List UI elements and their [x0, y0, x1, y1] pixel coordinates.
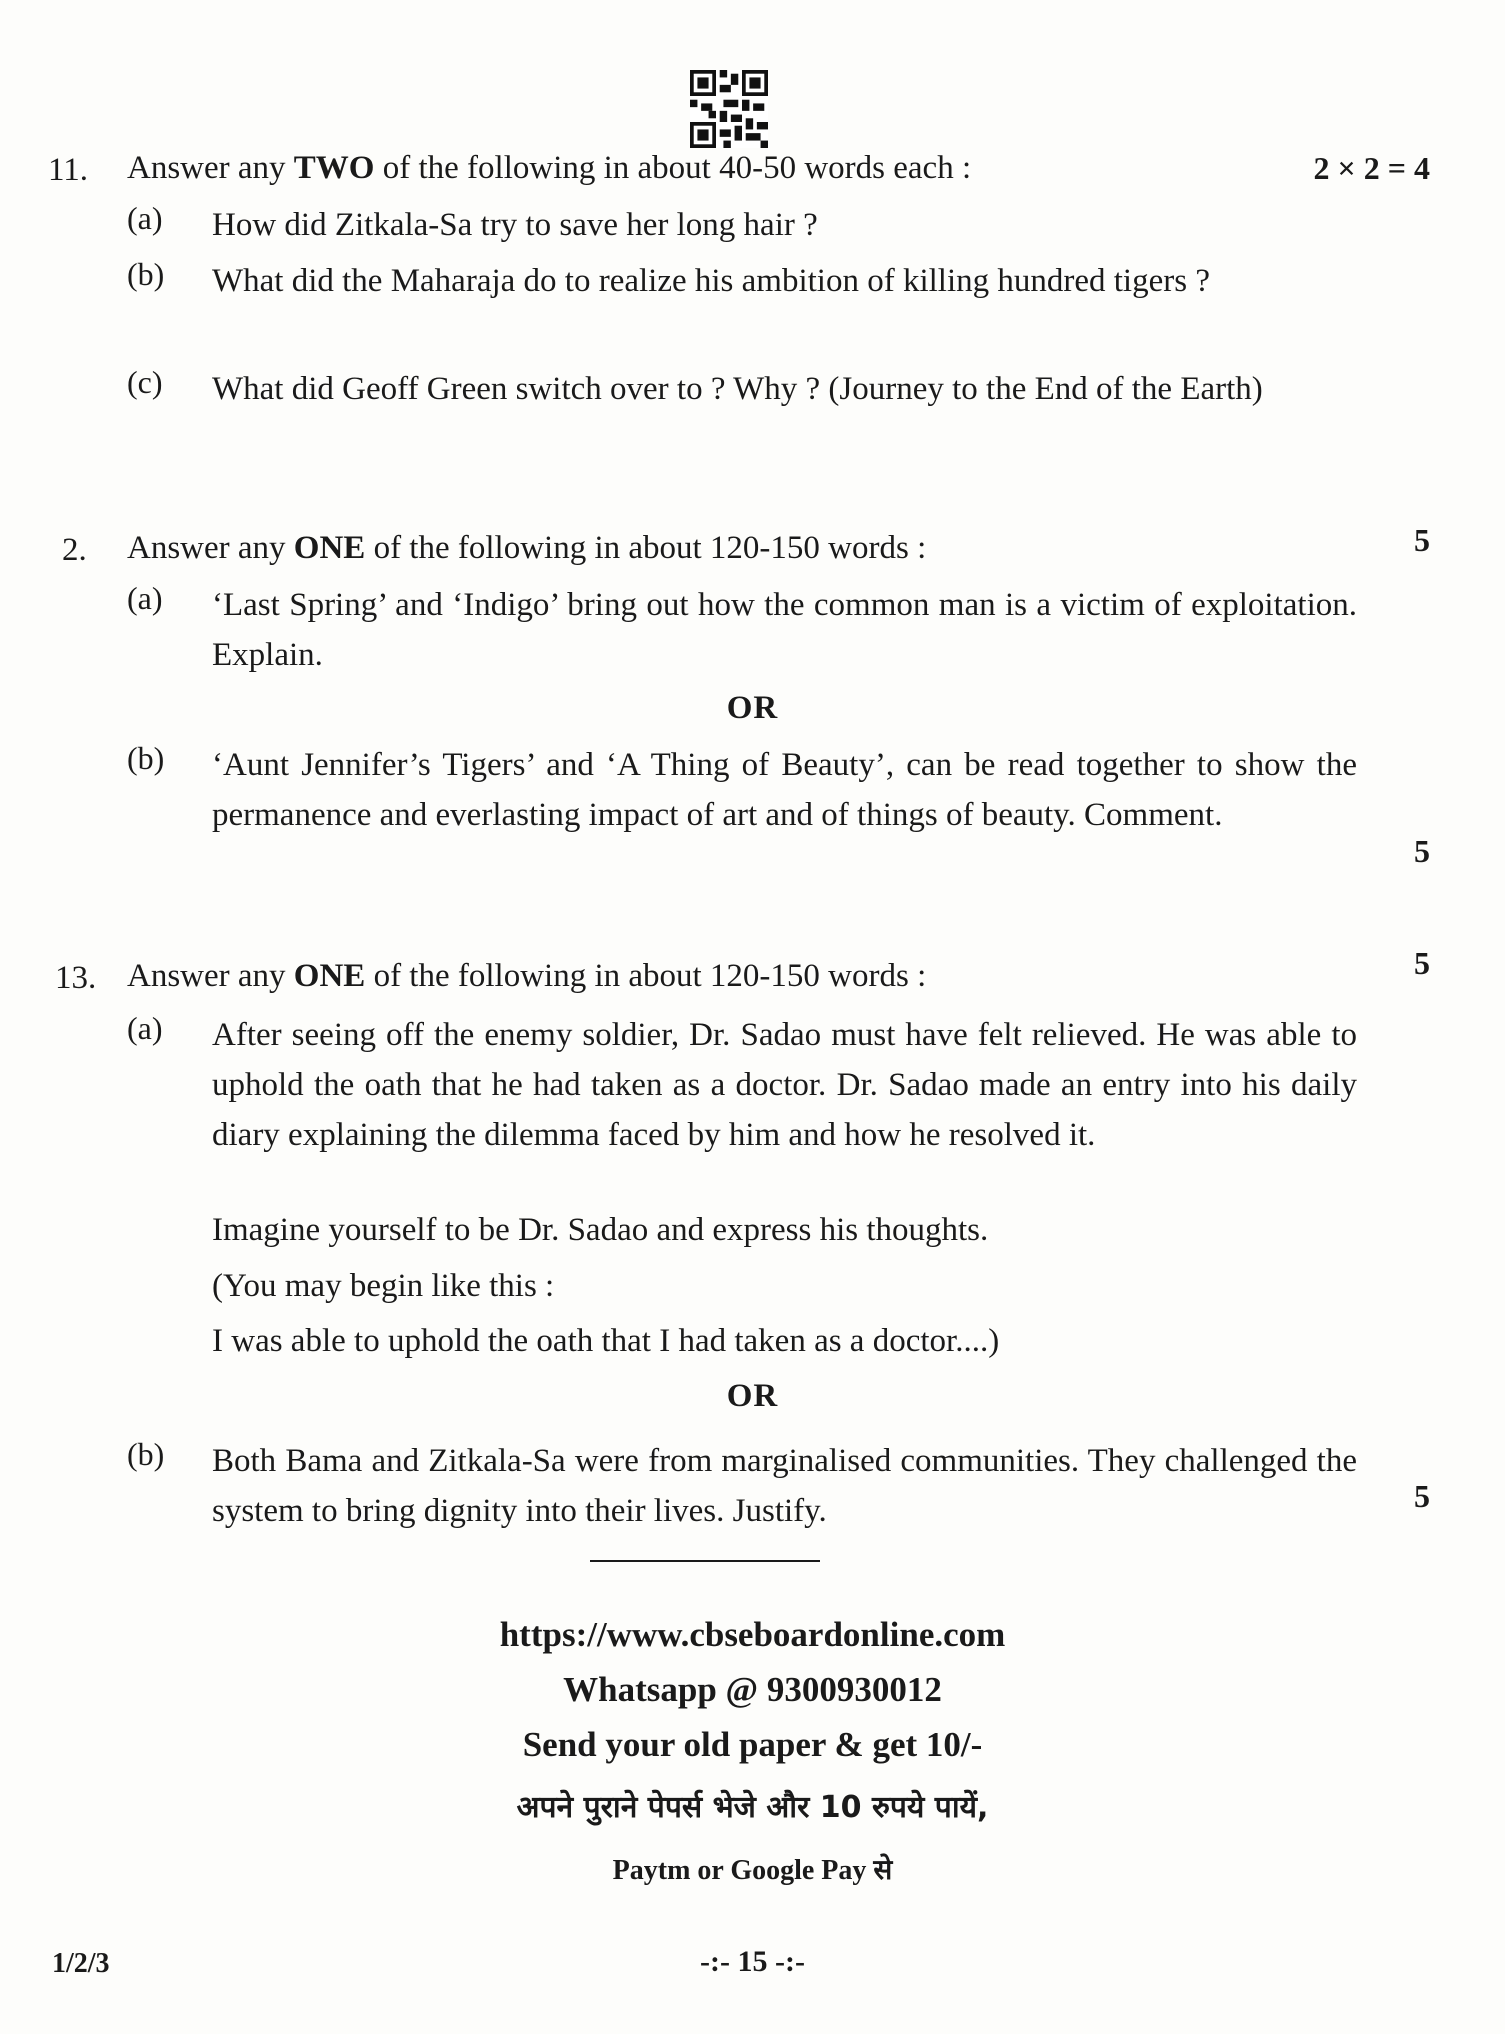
- part-label: (b): [127, 256, 165, 292]
- part-text: After seeing off the enemy soldier, Dr. Sadao must have felt relieved. He was able to uphold the oath that he had taken as a doctor. Dr. Sadao made an entry into his daily diary explaining the dilemma faced by him and how he resolved it.: [212, 1017, 1357, 1153]
- part-text: ‘Last Spring’ and ‘Indigo’ bring out how the common man is a victim of exploitation. Explain.: [212, 587, 1357, 673]
- instruction-line: (You may begin like this :: [212, 1268, 555, 1304]
- end-rule: [590, 1560, 820, 1562]
- part-label: (a): [127, 200, 163, 236]
- question-number: 2.: [62, 532, 87, 568]
- question-number: 11.: [48, 152, 89, 188]
- instruction-line: Imagine yourself to be Dr. Sadao and express his thoughts.: [212, 1212, 989, 1248]
- question-instruction: Answer any ONE of the following in about 120-150 words :: [127, 530, 927, 566]
- part-text: What did the Maharaja do to realize his ambition of killing hundred tigers ?: [212, 263, 1210, 299]
- promo-payment: Paytm or Google Pay से: [612, 1855, 893, 1886]
- part-label: (b): [127, 740, 165, 776]
- question-instruction: Answer any TWO of the following in about 40-50 words each :: [127, 150, 972, 186]
- part-label: (a): [127, 1010, 163, 1046]
- part-text: How did Zitkala-Sa try to save her long hair ?: [212, 207, 818, 243]
- question-marks: 5: [1414, 945, 1430, 981]
- or-divider: OR: [726, 690, 779, 726]
- part-label: (c): [127, 364, 163, 400]
- promo-offer: Send your old paper & get 10/-: [522, 1725, 983, 1764]
- promo-whatsapp: Whatsapp @ 9300930012: [563, 1670, 942, 1709]
- question-instruction: Answer any ONE of the following in about 120-150 words :: [127, 958, 927, 994]
- part-text: Both Bama and Zitkala-Sa were from marginalised communities. They challenged the system to bring dignity into their lives. Justify.: [212, 1443, 1357, 1529]
- or-divider: OR: [726, 1378, 779, 1414]
- instruction-line: I was able to uphold the oath that I had taken as a doctor....): [212, 1323, 1000, 1359]
- question-marks: 5: [1414, 522, 1430, 558]
- question-number: 13.: [55, 960, 97, 996]
- part-label: (a): [127, 580, 163, 616]
- question-marks-b: 5: [1414, 1478, 1430, 1514]
- part-text: ‘Aunt Jennifer’s Tigers’ and ‘A Thing of Beauty’, can be read together to show the permanence and everlasting impact of art and of things of beauty. Comment.: [212, 747, 1357, 833]
- promo-hindi: अपने पुराने पेपर्स भेजे और 10 रुपये पायें,: [516, 1790, 989, 1825]
- part-text: What did Geoff Green switch over to ? Why ? (Journey to the End of the Earth): [212, 371, 1263, 407]
- qr-code-icon: [690, 70, 768, 148]
- promo-url[interactable]: https://www.cbseboardonline.com: [499, 1615, 1006, 1654]
- part-label: (b): [127, 1436, 165, 1472]
- question-marks-b: 5: [1414, 833, 1430, 869]
- question-marks: 2 × 2 = 4: [1313, 150, 1430, 186]
- page-number: -:- 15 -:-: [700, 1945, 805, 1978]
- paper-code: 1/2/3: [52, 1948, 110, 1979]
